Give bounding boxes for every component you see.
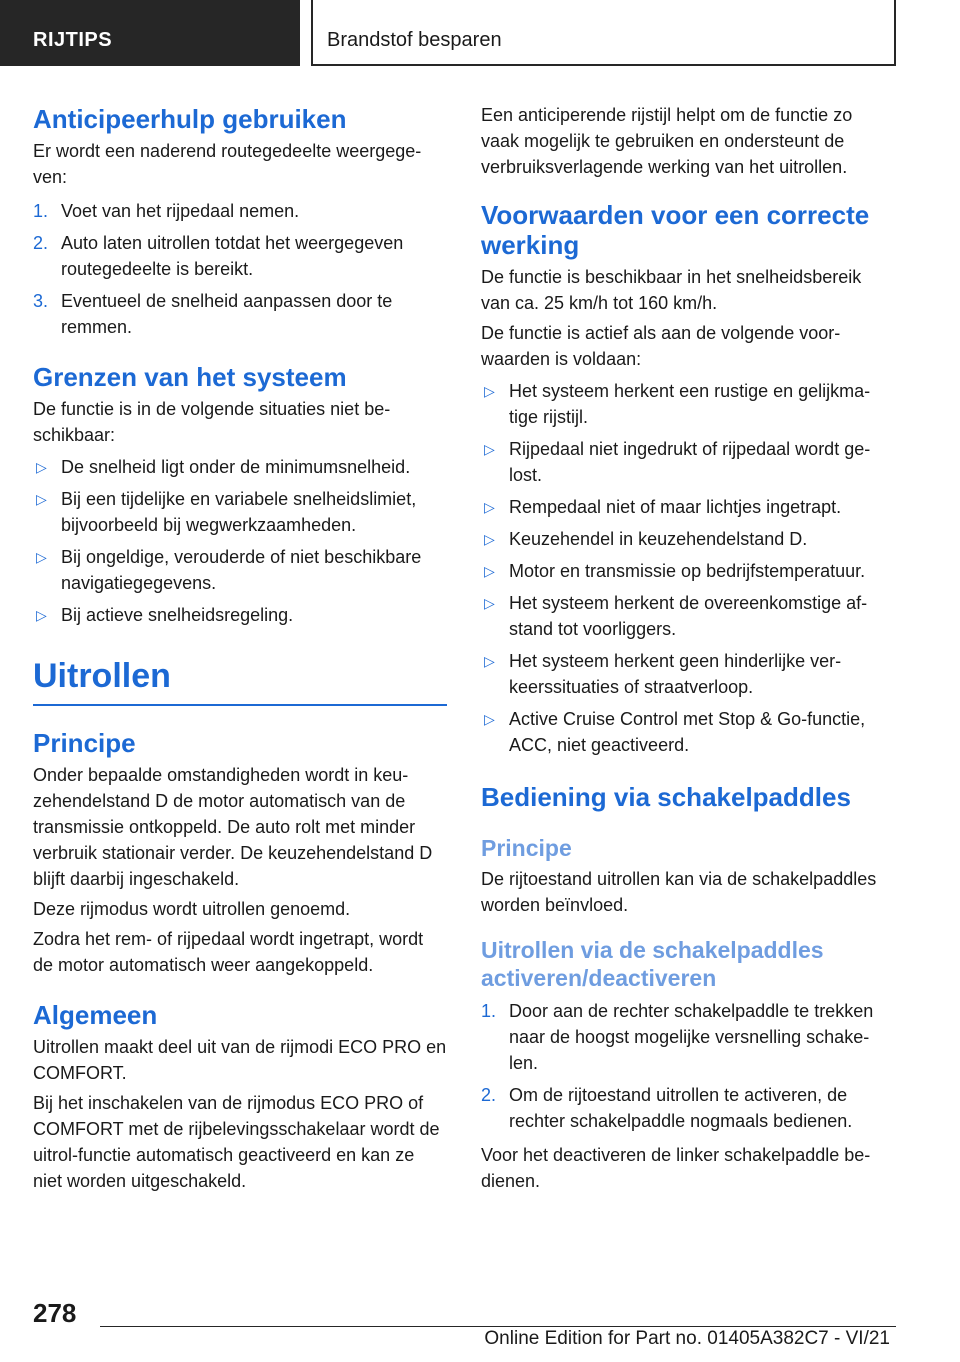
list-item — [33, 544, 447, 596]
heading-algemeen: Algemeen — [33, 1000, 158, 1030]
bullet-text: Rempedaal niet of maar lichtjes ingetrapt. — [509, 497, 842, 517]
heading-activeren: Uitrollen via de schakelpaddles activeren/deactiveren — [481, 937, 824, 991]
triangle-bullet-icon: ▷ — [484, 595, 495, 611]
bullet-text: Het systeem herkent geen hinderlijke ver-keerssituaties of straatverloop. — [509, 651, 842, 697]
heading-voorwaarden: Voorwaarden voor een correcte werking — [481, 200, 870, 260]
heading-uitrollen: Uitrollen — [33, 657, 171, 695]
list-item — [33, 602, 447, 628]
bullet-text: Het systeem herkent een rustige en gelijkma-tige rijstijl. — [509, 381, 871, 427]
triangle-bullet-icon: ▷ — [484, 531, 495, 547]
heading-grenzen: Grenzen van het systeem — [33, 362, 347, 392]
bullet-text: Bij ongeldige, verouderde of niet beschikbare navigatiegegevens. — [61, 547, 422, 593]
bullet-text: Active Cruise Control met Stop & Go-functie, ACC, niet geactiveerd. — [509, 709, 866, 755]
section-label: RIJTIPS — [0, 0, 300, 66]
page-number: 278 — [33, 1298, 77, 1328]
list-item — [481, 526, 895, 552]
step-text: Voet van het rijpedaal nemen. — [61, 201, 300, 221]
list-item — [481, 558, 895, 584]
triangle-bullet-icon: ▷ — [484, 563, 495, 579]
step-number: 2. — [33, 233, 49, 253]
footer-divider — [100, 1326, 896, 1327]
bullet-text: De snelheid ligt onder de minimumsnelheid. — [61, 457, 411, 477]
paragraph: De functie is in de volgende situaties niet be-schikbaar: — [33, 399, 391, 445]
step-number: 1. — [481, 1001, 497, 1021]
bullet-text: Het systeem herkent de overeenkomstige af-stand tot voorliggers. — [509, 593, 868, 639]
paragraph: Deze rijmodus wordt uitrollen genoemd. — [33, 899, 351, 919]
bullet-list — [33, 454, 447, 628]
chapter-title: Brandstof besparen — [311, 0, 896, 66]
left-column — [33, 100, 447, 1194]
list-item — [481, 494, 895, 520]
paragraph: Een anticiperende rijstijl helpt om de functie zo vaak mogelijk te gebruiken en ondersteunt de verbruiksverlagende werking van het uitrollen. — [481, 105, 853, 177]
triangle-bullet-icon: ▷ — [484, 653, 495, 669]
bullet-text: Rijpedaal niet ingedrukt of rijpedaal wordt ge-lost. — [509, 439, 871, 485]
list-item — [481, 1082, 895, 1134]
paragraph: Uitrollen maakt deel uit van de rijmodi ECO PRO en COMFORT. — [33, 1037, 447, 1083]
list-item — [481, 378, 895, 430]
numbered-list — [481, 998, 895, 1134]
bullet-text: Motor en transmissie op bedrijfstemperatuur. — [509, 561, 866, 581]
paragraph: Bij het inschakelen van de rijmodus ECO PRO of COMFORT met de rijbelevingsschakelaar wordt de uitrol-functie automatisch geactiveerd en kan ze niet worden uitgeschakeld. — [33, 1093, 440, 1191]
step-number: 2. — [481, 1085, 497, 1105]
triangle-bullet-icon: ▷ — [36, 491, 47, 507]
bullet-text: Bij een tijdelijke en variabele snelheidslimiet, bijvoorbeeld bij wegwerkzaamheden. — [61, 489, 417, 535]
paragraph: Voor het deactiveren de linker schakelpaddle be-dienen. — [481, 1145, 871, 1191]
list-item — [481, 706, 895, 758]
numbered-list — [33, 198, 447, 340]
step-text: Door aan de rechter schakelpaddle te trekken naar de hoogst mogelijke versnelling schake-len. — [509, 1001, 874, 1073]
list-item — [33, 454, 447, 480]
bullet-text: Keuzehendel in keuzehendelstand D. — [509, 529, 808, 549]
list-item — [33, 486, 447, 538]
heading-divider — [33, 704, 447, 706]
step-text: Eventueel de snelheid aanpassen door te remmen. — [61, 291, 393, 337]
step-number: 1. — [33, 201, 49, 221]
heading-principe-sub: Principe — [481, 835, 572, 861]
triangle-bullet-icon: ▷ — [484, 711, 495, 727]
list-item — [481, 648, 895, 700]
paragraph: Er wordt een naderend routegedeelte weergege-ven: — [33, 141, 422, 187]
page-header — [0, 0, 960, 66]
step-number: 3. — [33, 291, 49, 311]
paragraph: Onder bepaalde omstandigheden wordt in keu-zehendelstand D de motor automatisch van de transmissie ontkoppeld. De auto rolt met minder verbruik stationair verder. De keuzehendelstand D blijft daarbij ingeschakeld. — [33, 765, 433, 889]
paragraph: De functie is actief als aan de volgende voor-waarden is voldaan: — [481, 323, 841, 369]
triangle-bullet-icon: ▷ — [36, 459, 47, 475]
heading-bediening: Bediening via schakelpaddles — [481, 782, 851, 812]
list-item — [481, 998, 895, 1076]
bullet-list — [481, 378, 895, 758]
paragraph: De functie is beschikbaar in het snelheidsbereik van ca. 25 km/h tot 160 km/h. — [481, 267, 862, 313]
paragraph: Zodra het rem- of rijpedaal wordt ingetrapt, wordt de motor automatisch weer aangekoppeld. — [33, 929, 424, 975]
edition-text: Online Edition for Part no. 01405A382C7 - VI/21 — [484, 1328, 890, 1349]
list-item — [481, 436, 895, 488]
step-text: Auto laten uitrollen totdat het weergegeven routegedeelte is bereikt. — [61, 233, 404, 279]
triangle-bullet-icon: ▷ — [36, 549, 47, 565]
list-item — [33, 288, 447, 340]
list-item — [481, 590, 895, 642]
heading-principe: Principe — [33, 728, 136, 758]
bullet-text: Bij actieve snelheidsregeling. — [61, 605, 294, 625]
triangle-bullet-icon: ▷ — [36, 607, 47, 623]
right-column — [481, 100, 895, 1194]
list-item — [33, 230, 447, 282]
paragraph: De rijtoestand uitrollen kan via de schakelpaddles worden beïnvloed. — [481, 869, 877, 915]
heading-anticipeerhulp: Anticipeerhulp gebruiken — [33, 104, 347, 134]
triangle-bullet-icon: ▷ — [484, 441, 495, 457]
step-text: Om de rijtoestand uitrollen te activeren, de rechter schakelpaddle nogmaals bedienen. — [509, 1085, 853, 1131]
triangle-bullet-icon: ▷ — [484, 499, 495, 515]
triangle-bullet-icon: ▷ — [484, 383, 495, 399]
list-item — [33, 198, 447, 224]
